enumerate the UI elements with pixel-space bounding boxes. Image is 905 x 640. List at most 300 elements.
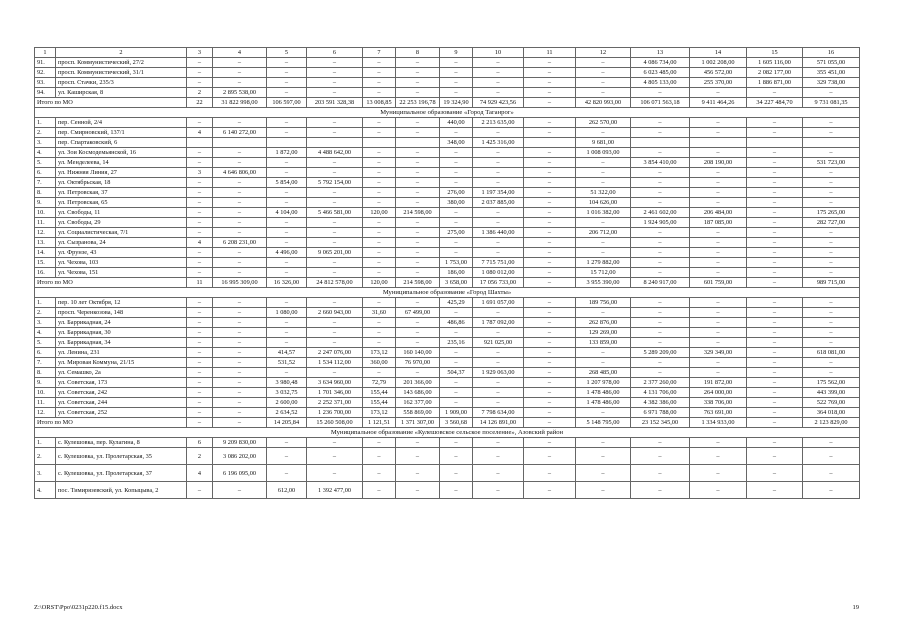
table-cell: – [187, 348, 213, 358]
table-cell: 9. [35, 198, 56, 208]
table-cell: 9 411 464,26 [690, 98, 747, 108]
table-cell: 262 876,00 [576, 318, 631, 328]
table-cell: – [524, 178, 576, 188]
table-cell: 1 236 700,00 [307, 408, 363, 418]
total-row [35, 98, 860, 108]
table-cell: – [213, 418, 267, 428]
table-cell: 5 854,00 [267, 178, 307, 188]
table-cell: – [473, 168, 524, 178]
table-cell: – [631, 248, 690, 258]
table-cell: 1. [35, 438, 56, 448]
table-cell: – [307, 88, 363, 98]
table-cell: – [524, 348, 576, 358]
table-cell: 1 478 486,00 [576, 388, 631, 398]
table-cell: просп. Стачки, 235/3 [56, 78, 187, 88]
table-cell: – [747, 88, 803, 98]
table-cell: – [524, 98, 576, 108]
table-cell: – [747, 228, 803, 238]
table-cell: – [267, 298, 307, 308]
table-cell: – [440, 248, 473, 258]
table-cell: ул. Нижняя Линия, 27 [56, 168, 187, 178]
table-cell: – [473, 78, 524, 88]
table-cell: – [524, 258, 576, 268]
table-cell: – [747, 218, 803, 228]
table-cell: – [187, 378, 213, 388]
table-cell: – [363, 448, 396, 465]
table-cell: просп. Коммунистический, 31/1 [56, 68, 187, 78]
table-cell: – [440, 168, 473, 178]
table-cell: 4 [187, 238, 213, 248]
table-cell: 4 131 706,00 [631, 388, 690, 398]
table-row [35, 338, 860, 348]
table-cell: 6. [35, 348, 56, 358]
table-cell: пер. Смирновский, 137/1 [56, 128, 187, 138]
table-cell: – [690, 168, 747, 178]
table-cell: – [396, 78, 440, 88]
table-cell: – [473, 68, 524, 78]
table-row [35, 348, 860, 358]
table-cell: 522 769,00 [803, 398, 860, 408]
table-cell: – [307, 228, 363, 238]
table-cell: – [803, 368, 860, 378]
table-cell: 4 [187, 465, 213, 482]
table-cell: 1 392 477,00 [307, 482, 363, 499]
table-cell: – [363, 68, 396, 78]
table-cell: – [213, 228, 267, 238]
table-cell: 2 895 538,00 [213, 88, 267, 98]
table-cell: – [524, 148, 576, 158]
table-cell: – [803, 198, 860, 208]
table-cell [267, 138, 307, 148]
table-cell: 186,00 [440, 268, 473, 278]
table-cell: 120,00 [363, 208, 396, 218]
table-cell: – [524, 188, 576, 198]
table-cell: – [524, 208, 576, 218]
table-row [35, 118, 860, 128]
table-cell: – [307, 188, 363, 198]
table-cell: 4 382 386,00 [631, 398, 690, 408]
table-cell: – [267, 128, 307, 138]
table-cell: – [307, 198, 363, 208]
table-cell: 1 080 012,00 [473, 268, 524, 278]
table-cell: – [213, 188, 267, 198]
table-cell: – [363, 218, 396, 228]
table-cell: – [473, 482, 524, 499]
table-cell: 1 386 440,00 [473, 228, 524, 238]
table-cell: 16 326,00 [267, 278, 307, 288]
table-cell: – [187, 482, 213, 499]
table-cell: – [631, 358, 690, 368]
table-cell: – [213, 398, 267, 408]
table-cell: – [213, 198, 267, 208]
table-cell: 31,60 [363, 308, 396, 318]
table-cell: – [363, 158, 396, 168]
table-cell: – [187, 228, 213, 238]
table-cell: – [267, 168, 307, 178]
table-row [35, 465, 860, 482]
table-cell: – [524, 482, 576, 499]
table-cell: – [187, 78, 213, 88]
table-cell: – [187, 178, 213, 188]
table-cell: ул. Свободы, 29 [56, 218, 187, 228]
section-title: Муниципальное образование «Город Таганрог» [35, 108, 860, 118]
table-cell: 129 269,00 [576, 328, 631, 338]
table-cell: – [440, 438, 473, 448]
table-cell: – [440, 238, 473, 248]
table-cell: – [363, 238, 396, 248]
table-cell: – [803, 338, 860, 348]
table-cell: ул. Сызранова, 24 [56, 238, 187, 248]
table-cell: – [747, 348, 803, 358]
table-cell: 16 [803, 48, 860, 58]
table-cell: – [524, 88, 576, 98]
table-cell: 2. [35, 448, 56, 465]
table-cell: 275,00 [440, 228, 473, 238]
table-cell: 4 496,00 [267, 248, 307, 258]
table-cell: – [524, 358, 576, 368]
table-cell: 2 461 602,00 [631, 208, 690, 218]
table-cell: – [187, 318, 213, 328]
table-row [35, 298, 860, 308]
table-cell: – [363, 248, 396, 258]
table-cell: – [440, 158, 473, 168]
table-cell: 10. [35, 208, 56, 218]
table-cell: ул. Ленина, 231 [56, 348, 187, 358]
table-cell: 31 822 998,00 [213, 98, 267, 108]
table-cell: 2. [35, 128, 56, 138]
table-cell: 4. [35, 328, 56, 338]
table-cell: 1 425 316,00 [473, 138, 524, 148]
table-cell: – [576, 438, 631, 448]
table-cell: – [690, 88, 747, 98]
table-cell: – [690, 358, 747, 368]
table-cell: – [576, 158, 631, 168]
table-cell: – [690, 438, 747, 448]
table-cell: 160 140,00 [396, 348, 440, 358]
table-cell: – [307, 68, 363, 78]
table-cell: – [524, 378, 576, 388]
table-cell: – [440, 348, 473, 358]
document-sheet [34, 47, 859, 499]
table-cell: 16. [35, 268, 56, 278]
table-cell: – [747, 408, 803, 418]
table-cell: ул. Баррикадная, 34 [56, 338, 187, 348]
table-cell: 42 820 993,00 [576, 98, 631, 108]
table-cell: – [396, 328, 440, 338]
table-cell: – [396, 218, 440, 228]
table-body [35, 48, 860, 499]
table-cell: – [473, 128, 524, 138]
total-label: Итого по МО [35, 418, 187, 428]
table-cell: – [187, 158, 213, 168]
table-cell: 6 [187, 438, 213, 448]
table-cell: 2 213 635,00 [473, 118, 524, 128]
table-cell: – [363, 328, 396, 338]
table-cell: – [631, 318, 690, 328]
table-cell: – [747, 448, 803, 465]
table-cell [803, 138, 860, 148]
table-cell: – [524, 238, 576, 248]
table-cell: 16 995 309,00 [213, 278, 267, 288]
table-cell: – [631, 128, 690, 138]
table-cell: 9 209 830,00 [213, 438, 267, 448]
table-cell: – [267, 218, 307, 228]
table-cell: – [690, 338, 747, 348]
table-cell: 355 451,00 [803, 68, 860, 78]
table-cell: 235,16 [440, 338, 473, 348]
table-cell: 214 598,00 [396, 278, 440, 288]
table-row [35, 128, 860, 138]
table-cell: – [363, 368, 396, 378]
table-cell: ул. Советская, 173 [56, 378, 187, 388]
table-cell: – [631, 178, 690, 188]
table-cell: – [473, 88, 524, 98]
table-cell: ул. Мировая Коммуна, 21/15 [56, 358, 187, 368]
table-cell: 1 016 382,00 [576, 208, 631, 218]
table-cell: – [803, 268, 860, 278]
table-cell: – [187, 328, 213, 338]
table-cell: – [631, 118, 690, 128]
table-row [35, 308, 860, 318]
table-cell: 206 712,00 [576, 228, 631, 238]
table-cell: 1 605 116,00 [747, 58, 803, 68]
table-cell: 206 484,00 [690, 208, 747, 218]
table-cell: 6 196 095,00 [213, 465, 267, 482]
table-cell: – [213, 408, 267, 418]
table-cell: – [440, 218, 473, 228]
table-cell: 1 691 057,00 [473, 298, 524, 308]
table-cell: – [747, 148, 803, 158]
table-row [35, 208, 860, 218]
table-cell: – [267, 158, 307, 168]
table-cell: – [267, 68, 307, 78]
table-cell: – [631, 228, 690, 238]
table-cell: – [363, 58, 396, 68]
table-cell: – [747, 248, 803, 258]
table-cell: – [213, 298, 267, 308]
table-cell: 15 712,00 [576, 268, 631, 278]
table-cell: 3 854 410,00 [631, 158, 690, 168]
table-cell: – [213, 118, 267, 128]
table-cell: – [307, 158, 363, 168]
table-cell: – [213, 268, 267, 278]
table-cell: 989 715,00 [803, 278, 860, 288]
table-cell: – [363, 482, 396, 499]
table-cell: 175 265,00 [803, 208, 860, 218]
table-cell: – [690, 482, 747, 499]
table-cell: – [213, 158, 267, 168]
table-cell: 11. [35, 218, 56, 228]
table-cell: – [213, 318, 267, 328]
table-cell: – [747, 118, 803, 128]
table-cell: – [631, 328, 690, 338]
table-cell: – [524, 448, 576, 465]
table-cell: – [267, 118, 307, 128]
table-cell [213, 138, 267, 148]
table-cell: – [267, 318, 307, 328]
table-cell: 443 399,00 [803, 388, 860, 398]
table-cell: – [747, 358, 803, 368]
table-cell: – [473, 328, 524, 338]
table-cell: 1 787 092,00 [473, 318, 524, 328]
table-cell: – [524, 58, 576, 68]
table-cell: – [747, 178, 803, 188]
table-cell: 14 205,84 [267, 418, 307, 428]
table-cell: – [803, 128, 860, 138]
table-cell: – [213, 482, 267, 499]
section-title-row [35, 428, 860, 438]
table-cell: – [440, 482, 473, 499]
table-cell: – [690, 328, 747, 338]
table-cell [307, 138, 363, 148]
table-cell: – [747, 318, 803, 328]
table-cell: – [524, 398, 576, 408]
table-cell: с. Кулешовка, пер. Кулагина, 8 [56, 438, 187, 448]
table-cell: 4 086 734,00 [631, 58, 690, 68]
table-cell: – [363, 318, 396, 328]
table-cell: 104 626,00 [576, 198, 631, 208]
table-cell: – [396, 368, 440, 378]
table-cell: 9 [440, 48, 473, 58]
table-cell: 364 018,00 [803, 408, 860, 418]
table-cell: 12 [576, 48, 631, 58]
table-cell: – [363, 258, 396, 268]
table-cell: 4 646 806,00 [213, 168, 267, 178]
table-cell: – [267, 368, 307, 378]
table-cell: 1 534 112,00 [307, 358, 363, 368]
table-cell: – [631, 198, 690, 208]
table-cell: – [524, 68, 576, 78]
table-cell: 1 929 063,00 [473, 368, 524, 378]
table-cell: – [473, 148, 524, 158]
housing-program-table [34, 47, 860, 499]
table-cell: – [690, 248, 747, 258]
table-cell: – [440, 178, 473, 188]
table-cell: – [396, 128, 440, 138]
table-cell: – [187, 308, 213, 318]
table-cell: 9 681,00 [576, 138, 631, 148]
table-cell: 6. [35, 168, 56, 178]
table-cell: – [213, 218, 267, 228]
table-cell: 2 123 829,00 [803, 418, 860, 428]
table-cell: – [631, 308, 690, 318]
table-cell: 72,79 [363, 378, 396, 388]
table-cell: – [187, 298, 213, 308]
table-cell: – [363, 228, 396, 238]
table-cell: – [631, 168, 690, 178]
table-cell: – [803, 358, 860, 368]
table-cell: 1 753,00 [440, 258, 473, 268]
table-cell: 3. [35, 465, 56, 482]
table-cell: 7. [35, 358, 56, 368]
table-cell: 276,00 [440, 188, 473, 198]
table-cell: 2 600,00 [267, 398, 307, 408]
table-row [35, 368, 860, 378]
table-cell: 763 691,00 [690, 408, 747, 418]
table-cell: пер. Спартаковский, 6 [56, 138, 187, 148]
table-cell: 8 240 917,00 [631, 278, 690, 288]
table-cell: 9 065 201,00 [307, 248, 363, 258]
table-cell: 3 980,48 [267, 378, 307, 388]
table-cell: – [440, 398, 473, 408]
table-cell: 380,00 [440, 198, 473, 208]
table-cell: 1. [35, 118, 56, 128]
table-cell: 3 634 960,00 [307, 378, 363, 388]
table-cell: – [267, 188, 307, 198]
table-cell: – [396, 178, 440, 188]
table-cell: 173,12 [363, 348, 396, 358]
table-cell: 282 727,00 [803, 218, 860, 228]
table-cell: – [576, 248, 631, 258]
table-cell: – [396, 482, 440, 499]
table-cell: 2. [35, 308, 56, 318]
table-cell: – [307, 78, 363, 88]
table-cell: 15. [35, 258, 56, 268]
table-cell: 67 499,00 [396, 308, 440, 318]
table-cell: 11 [524, 48, 576, 58]
table-cell: 1 924 905,00 [631, 218, 690, 228]
table-cell: 8. [35, 368, 56, 378]
table-cell: – [267, 228, 307, 238]
table-cell: 15 [747, 48, 803, 58]
table-cell: 5. [35, 158, 56, 168]
table-cell: ул. Октябрьская, 18 [56, 178, 187, 188]
table-cell: 1 478 486,00 [576, 398, 631, 408]
table-cell: – [803, 308, 860, 318]
table-cell: – [213, 338, 267, 348]
table-cell: пер. 10 лет Октября, 12 [56, 298, 187, 308]
table-cell: – [213, 328, 267, 338]
table-cell: 6 023 485,00 [631, 68, 690, 78]
table-cell: – [396, 238, 440, 248]
table-cell: – [440, 378, 473, 388]
table-cell: – [473, 358, 524, 368]
table-cell: 4 [213, 48, 267, 58]
table-cell: – [307, 118, 363, 128]
section-title: Муниципальное образование «Город Шахты» [35, 288, 860, 298]
table-cell: 4 805 133,00 [631, 78, 690, 88]
table-cell: 571 055,00 [803, 58, 860, 68]
table-cell: 7. [35, 178, 56, 188]
table-cell: – [440, 208, 473, 218]
table-cell: – [396, 448, 440, 465]
table-cell: – [440, 88, 473, 98]
table-cell: – [213, 308, 267, 318]
table-cell: 8 [396, 48, 440, 58]
table-cell: – [747, 308, 803, 318]
table-cell: – [440, 465, 473, 482]
table-cell [631, 138, 690, 148]
table-cell: – [363, 78, 396, 88]
table-cell: – [396, 158, 440, 168]
table-cell: 4 104,00 [267, 208, 307, 218]
table-cell: 7 715 751,00 [473, 258, 524, 268]
table-cell: 175 562,00 [803, 378, 860, 388]
table-cell: ул. Зои Космодемьянской, 16 [56, 148, 187, 158]
table-cell: – [747, 368, 803, 378]
table-cell: 531 723,00 [803, 158, 860, 168]
table-cell: – [747, 238, 803, 248]
table-cell: – [747, 298, 803, 308]
table-cell: – [803, 118, 860, 128]
table-cell: 10. [35, 388, 56, 398]
table-cell: – [524, 158, 576, 168]
table-cell: – [187, 268, 213, 278]
table-cell: ул. Социалистическая, 7/1 [56, 228, 187, 238]
table-cell: 92. [35, 68, 56, 78]
table-cell: ул. Советская, 244 [56, 398, 187, 408]
table-cell: 3 [187, 168, 213, 178]
